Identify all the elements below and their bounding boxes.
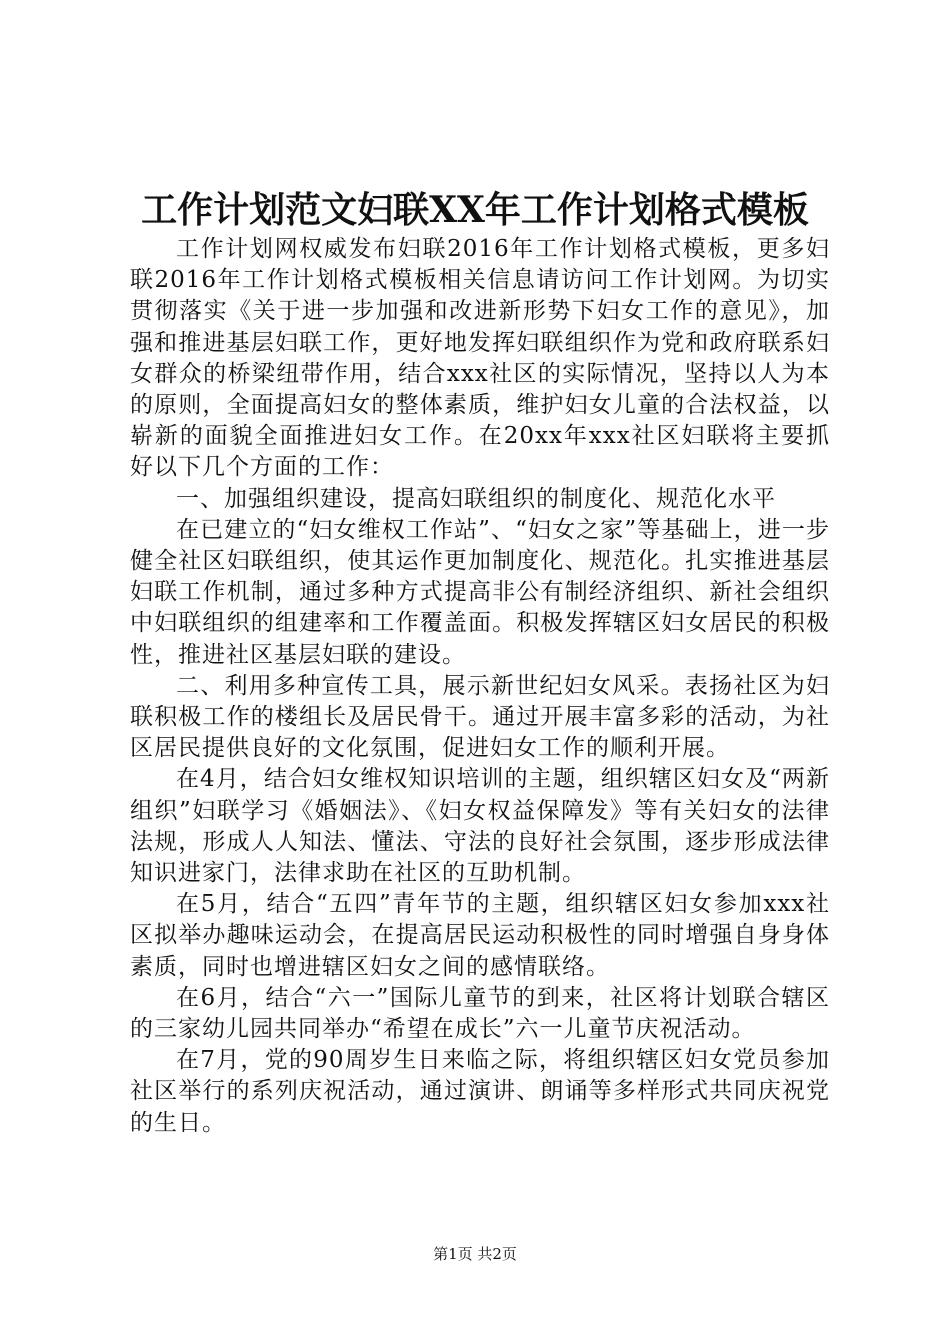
document-title: 工作计划范文妇联XX年工作计划格式模板 bbox=[141, 189, 809, 231]
april-paragraph: 在4月，结合妇女维权知识培训的主题，组织辖区妇女及“两新组织”妇联学习《婚姻法》、《妇女权益保障发》等有关妇女的法律法规，形成人人知法、懂法、守法的良好社会氛围，逐步形成法律知识进家门，法律求助在社区的互助机制。 bbox=[130, 766, 830, 887]
intro-paragraph: 工作计划网权威发布妇联2016年工作计划格式模板，更多妇联2016年工作计划格式模板相关信息请访问工作计划网。为切实贯彻落实《关于进一步加强和改进新形势下妇女工作的意见》，加强和推进基层妇联工作，更好地发挥妇联组织作为党和政府联系妇女群众的桥梁纽带作用，结合xxx社区的实际情况，坚持以人为本的原则，全面提高妇女的整体素质，维护妇女儿童的合法权益，以崭新的面貌全面推进妇女工作。在20xx年xxx社区妇联将主要抓好以下几个方面的工作： bbox=[130, 236, 830, 481]
document-body bbox=[130, 234, 830, 1139]
page-footer: 第1页 共2页 bbox=[433, 1245, 517, 1263]
may-paragraph: 在5月，结合“五四”青年节的主题，组织辖区妇女参加xxx社区拟举办趣味运动会，在提高居民运动积极性的同时增强自身身体素质，同时也增进辖区妇女之间的感情联络。 bbox=[130, 891, 830, 980]
section-1-paragraph: 在已建立的“妇女维权工作站”、“妇女之家”等基础上，进一步健全社区妇联组织，使其运作更加制度化、规范化。扎实推进基层妇联工作机制，通过多种方式提高非公有制经济组织、新社会组织中妇联组织的组建率和工作覆盖面。积极发挥辖区妇女居民的积极性，推进社区基层妇联的建设。 bbox=[130, 516, 830, 668]
july-paragraph: 在7月，党的90周岁生日来临之际，将组织辖区妇女党员参加社区举行的系列庆祝活动，通过演讲、朗诵等多样形式共同庆祝党的生日。 bbox=[130, 1047, 830, 1136]
section-heading-1: 一、加强组织建设，提高妇联组织的制度化、规范化水平 bbox=[176, 485, 776, 512]
june-paragraph: 在6月，结合“六一”国际儿童节的到来，社区将计划联合辖区的三家幼儿园共同举办“希望在成长”六一儿童节庆祝活动。 bbox=[130, 984, 830, 1043]
section-heading-2: 二、利用多种宣传工具，展示新世纪妇女风采。表扬社区为妇联积极工作的楼组长及居民骨干。通过开展丰富多彩的活动，为社区居民提供良好的文化氛围，促进妇女工作的顺利开展。 bbox=[130, 672, 830, 762]
